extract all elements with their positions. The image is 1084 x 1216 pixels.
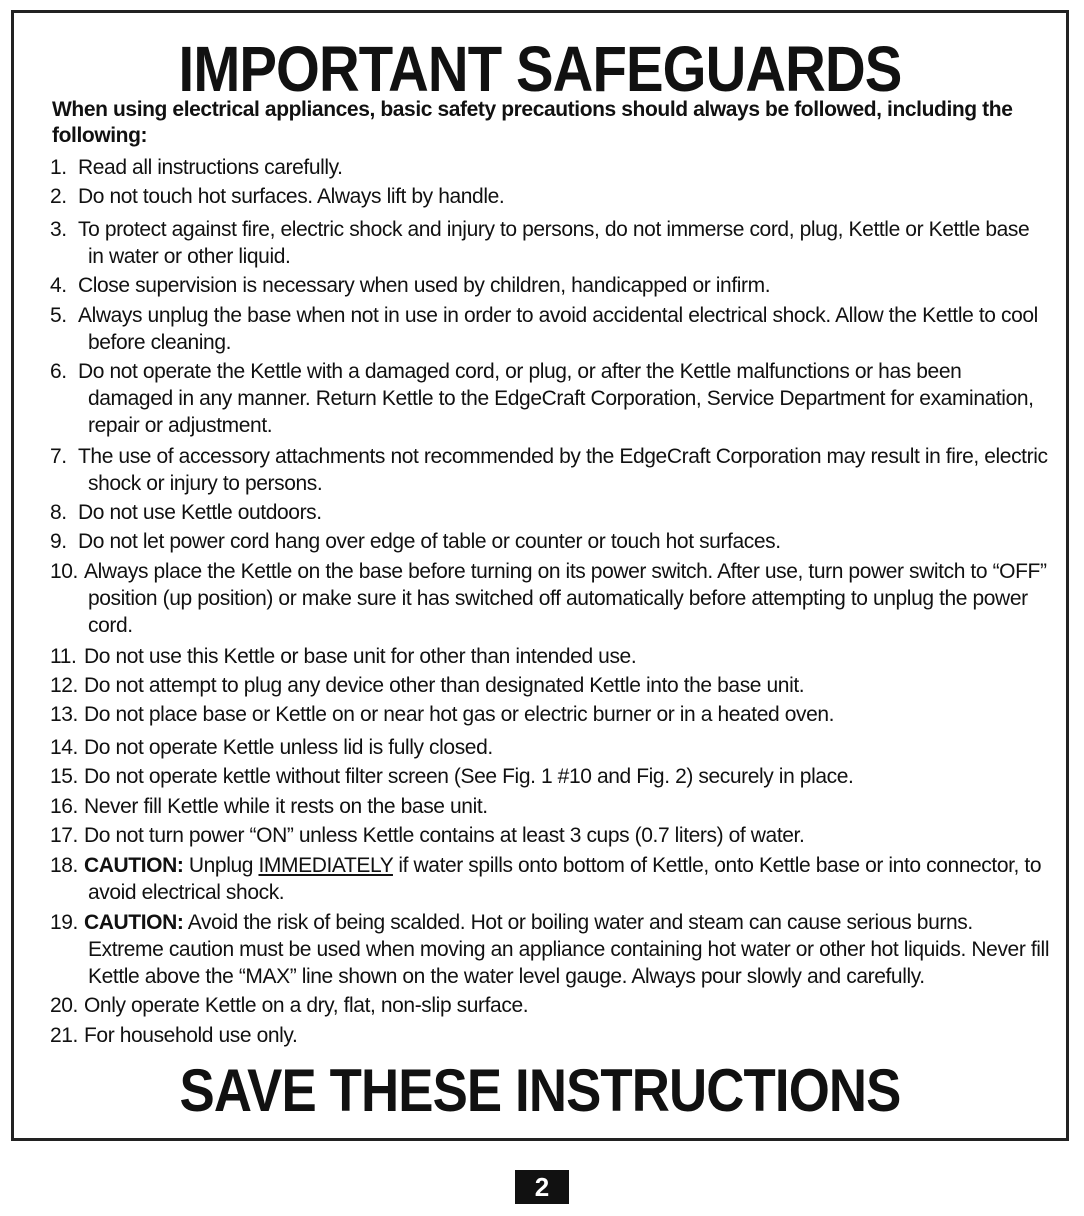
save-instructions-heading: SAVE THESE INSTRUCTIONS (179, 1057, 901, 1124)
caution-label: CAUTION: (84, 911, 184, 934)
list-item: 10. Always place the Kettle on the base before turning on its power switch. After use, turn power switch to “OFF” position (up position) or make sure it has switched off automatically before attempting to unplug the power cord. (50, 560, 1047, 637)
page-number: 2 (515, 1170, 569, 1204)
list-item: 9. Do not let power cord hang over edge of table or counter or touch hot surfaces. (50, 530, 781, 553)
list-item: 14. Do not operate Kettle unless lid is fully closed. (50, 736, 493, 759)
list-item: 6. Do not operate the Kettle with a damaged cord, or plug, or after the Kettle malfunctions or has been damaged in any manner. Return Kettle to the EdgeCraft Corporation, Service Department for examination, repair or adjustment. (50, 360, 1034, 437)
list-item: 18. CAUTION: Unplug IMMEDIATELY if water spills onto bottom of Kettle, onto Kettle base or into connector, to avoid electrical shock. (50, 854, 1042, 904)
list-item: 1. Read all instructions carefully. (50, 156, 343, 179)
caution-label: CAUTION: (84, 854, 184, 877)
safeguards-frame (11, 10, 1069, 1141)
emphasis-text: IMMEDIATELY (258, 854, 393, 877)
list-item: 2. Do not touch hot surfaces. Always lift by handle. (50, 185, 505, 208)
list-item: 8. Do not use Kettle outdoors. (50, 501, 322, 524)
list-item: 13. Do not place base or Kettle on or near hot gas or electric burner or in a heated oven. (50, 703, 835, 726)
list-item: 19. CAUTION: Avoid the risk of being scalded. Hot or boiling water and steam can cause serious burns. Extreme caution must be used when moving an appliance containing hot water or other hot liquids. Never fill Kettle above the “MAX” line shown on the water level gauge. Always pour slowly and carefully. (50, 911, 1050, 988)
list-item: 12. Do not attempt to plug any device other than designated Kettle into the base unit. (50, 674, 805, 697)
list-item: 5. Always unplug the base when not in use in order to avoid accidental electrical shock. Allow the Kettle to cool before cleaning. (50, 304, 1038, 354)
list-item: 4. Close supervision is necessary when used by children, handicapped or infirm. (50, 274, 771, 297)
list-item: 11. Do not use this Kettle or base unit for other than intended use. (50, 645, 637, 668)
list-item: 21. For household use only. (50, 1024, 298, 1047)
list-item: 20. Only operate Kettle on a dry, flat, non-slip surface. (50, 994, 529, 1017)
list-item: 3. To protect against fire, electric shock and injury to persons, do not immerse cord, plug, Kettle or Kettle base in water or other liquid. (50, 218, 1030, 268)
list-item: 15. Do not operate kettle without filter screen (See Fig. 1 #10 and Fig. 2) securely in place. (50, 765, 854, 788)
list-item: 17. Do not turn power “ON” unless Kettle contains at least 3 cups (0.7 liters) of water. (50, 824, 805, 847)
list-item: 7. The use of accessory attachments not recommended by the EdgeCraft Corporation may result in fire, electric shock or injury to persons. (50, 445, 1048, 495)
intro-text: When using electrical appliances, basic safety precautions should always be followed, including the following: (52, 98, 1013, 147)
page-title: IMPORTANT SAFEGUARDS (178, 33, 902, 105)
list-item: 16. Never fill Kettle while it rests on the base unit. (50, 795, 488, 818)
